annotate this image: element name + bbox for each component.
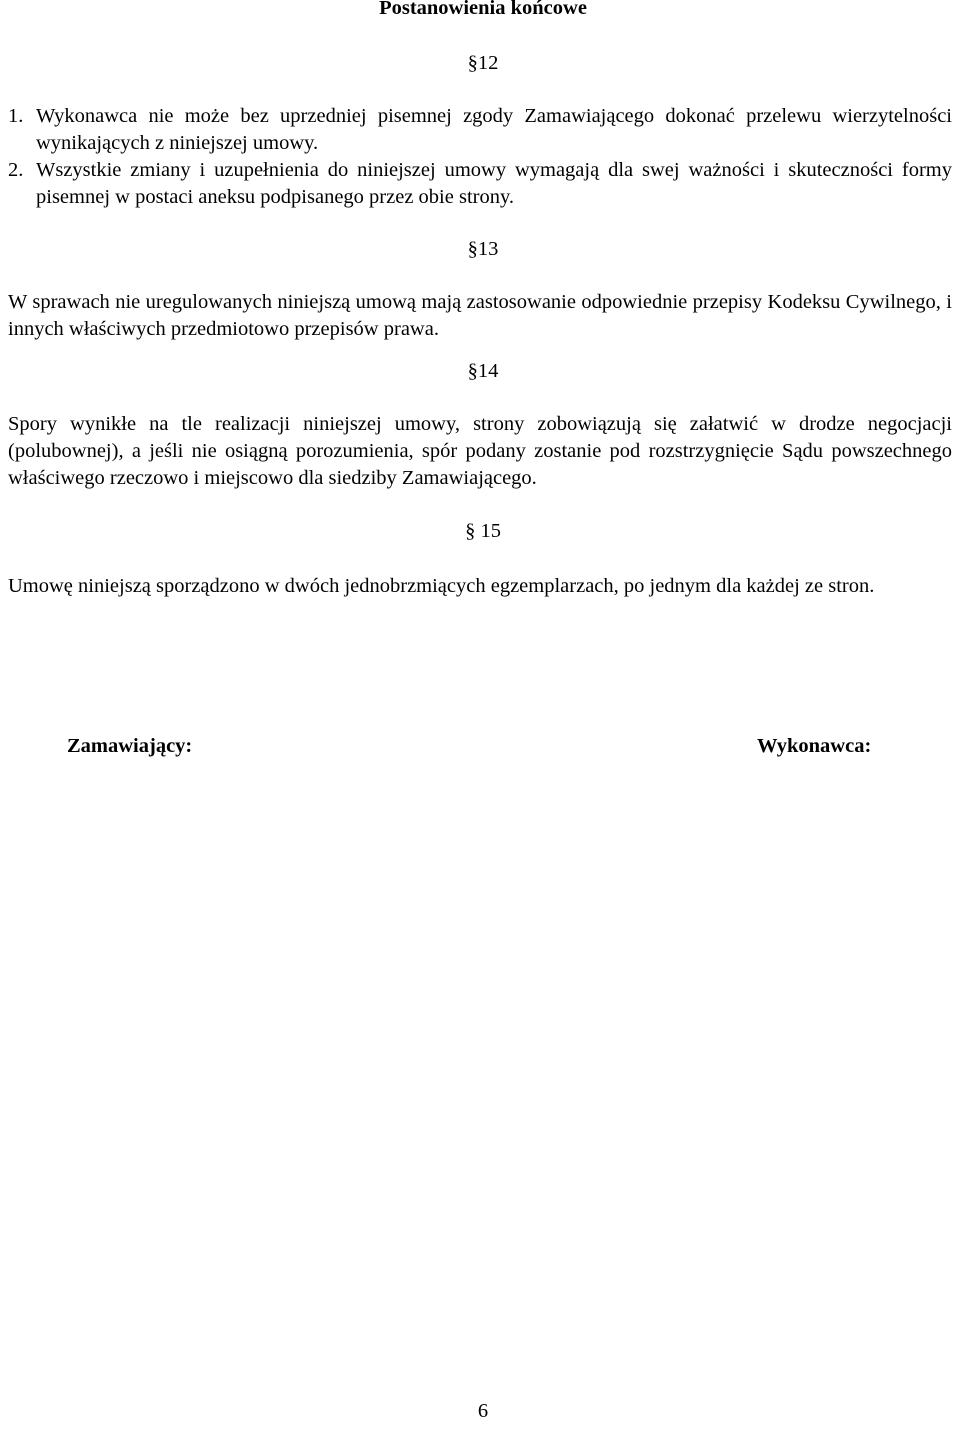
section-15-heading: § 15	[465, 520, 501, 542]
page-number: 6	[477, 1400, 489, 1422]
item-text: Wykonawca nie może bez uprzedniej pisemnej zgody Zamawiającego dokonać przelewu wierzytelności wynikających z niniejszej umowy.	[36, 105, 952, 154]
section-14-heading: §14	[467, 360, 499, 382]
section-13-heading: §13	[467, 238, 499, 260]
signature-label-contractor: Wykonawca:	[757, 735, 872, 757]
section-12-item-2	[8, 157, 952, 211]
item-text: Wszystkie zmiany i uzupełnienia do niniejszej umowy wymagają dla swej ważności i skuteczności formy pisemnej w postaci aneksu podpisanego przez obie strony.	[36, 159, 952, 208]
signature-label-ordering-party: Zamawiający:	[67, 735, 193, 757]
section-13-text: W sprawach nie uregulowanych niniejszą umową mają zastosowanie odpowiednie przepisy Kodeksu Cywilnego, i innych właściwych przedmiotowo przepisów prawa.	[8, 291, 952, 340]
document-heading: Postanowienia końcowe	[379, 0, 587, 19]
item-number: 2.	[8, 159, 24, 181]
section-12-heading: §12	[467, 52, 499, 74]
item-number: 1.	[8, 105, 24, 127]
section-14-text: Spory wynikłe na tle realizacji niniejszej umowy, strony zobowiązują się załatwić w drodze negocjacji (polubownej), a jeśli nie osiągną porozumienia, spór podany zostanie pod rozstrzygnięcie Sądu powszechnego właściwego rzeczowo i miejscowo dla siedziby Zamawiającego.	[8, 413, 952, 489]
section-12-item-1	[8, 103, 952, 157]
section-15-text: Umowę niniejszą sporządzono w dwóch jednobrzmiących egzemplarzach, po jednym dla każdej ze stron.	[8, 575, 875, 597]
